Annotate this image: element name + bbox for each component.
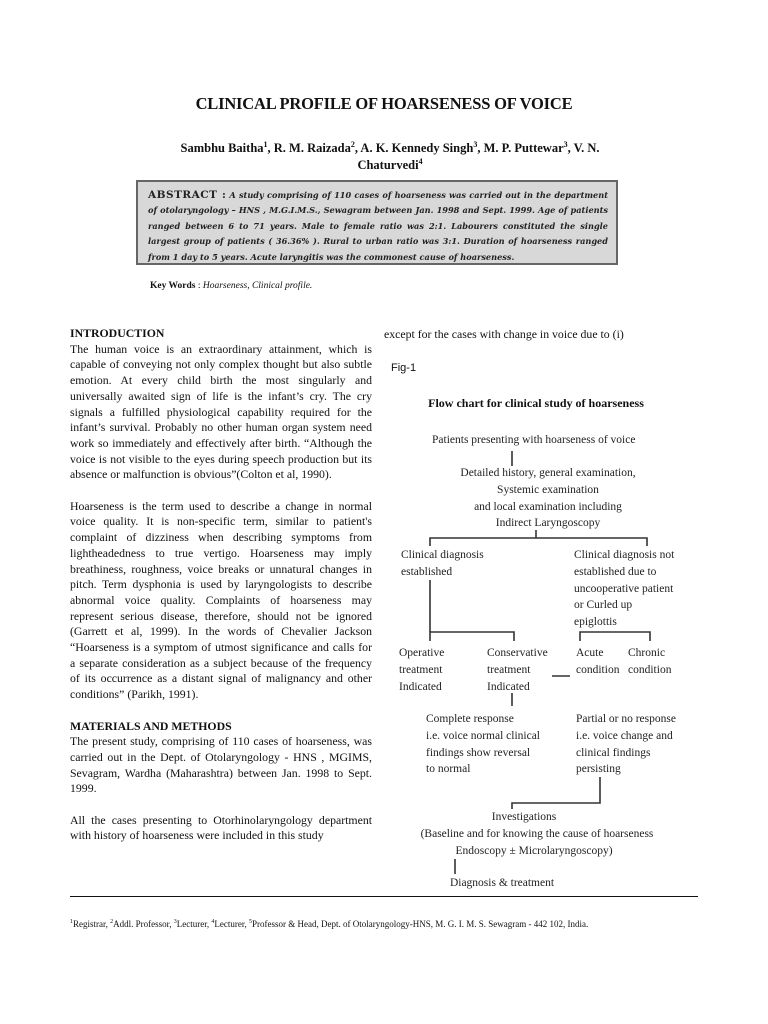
connector [512,777,600,809]
author-name: , A. K. Kennedy Singh [354,141,474,155]
introduction-paragraph-1: The human voice is an extraordinary attainment, which is capable of conveying not only complex thought but also subtle emotion. At every child birth the most singularly and universally awaited sign of life is the infant’s cry. The cry signals a fulfilled physiological capability required for the infant’s survival. Probably no other human organ system need work so immediately and effectively after birth. “Although the voice is not visible to the eyes during speech production but its absence or malfunction is obvious”(Colton et al, 1990). [70,341,372,482]
footnote-mark: 5 [249,919,253,925]
author-affil-mark: 2 [350,139,355,149]
flow-node-complete-response [426,713,540,775]
footnote-text: Registrar, [73,919,111,929]
abstract-label: ABSTRACT : [148,189,227,201]
footnote-mark: 2 [110,919,114,925]
flow-node-line: uncooperative patient [574,583,674,595]
abstract-text: A study comprising of 110 cases of hoarseness was carried out in the department of otolaryngology – HNS , M.G.I.M.S., Sewagram between Jan. 1998 and Sept. 1999. Age of patients ranged between 6 to 71 years. Male to female ratio was 2:1. Labourers constituted the single largest group of patients ( 36.36% ). Rural to urban ratio was 3:1. Duration of hoarseness ranged from 1 day to 5 years. Acute laryngitis was the commonest cause of hoarseness. [148,190,608,262]
footnote-text: Professor & Head, Dept. of Otolaryngology-HNS, M. G. I. M. S. Sewagram - 442 102, India. [252,919,589,929]
flow-node-line: Indicated [399,681,442,693]
introduction-paragraph-2: Hoarseness is the term used to describe a change in normal voice quality. It is non-specific term, similar to patient's complaint of dizziness when describing symptoms from lightheadedness to true vertigo. Hoarseness may imply breathiness, roughness, voice breaks or unnatural changes in pitch. Term dysphonia is used by laryngologists to describe abnormal voice quality. Complaints of hoarseness may represent serious disease, therefore, should not be ignored (Garrett et al, 1999). In the words of Chevalier Jackson “Hoarseness is a symptom of utmost significance and calls for a separate consideration as a subject because of the frequency of its occurrence as a distant signal of malignancy and other conditions” (Parikh, 1991). [70,498,372,702]
flow-node-line: Investigations [491,811,557,823]
flow-node-chronic [628,647,672,676]
flow-node-line: findings show reversal [426,747,531,759]
footnote-mark: 3 [173,919,177,925]
flow-node-line: Indicated [487,681,530,693]
figure-label: Fig-1 [391,362,417,374]
flow-node-line: Partial or no response [576,713,676,725]
paper-title: CLINICAL PROFILE OF HOARSENESS OF VOICE [195,94,573,113]
flow-node-line: Complete response [426,713,514,725]
flow-node-line: epiglottis [574,616,617,628]
flow-node-diagnosis-treatment: Diagnosis & treatment [449,877,555,889]
flow-node-line: or Curled up [574,599,633,611]
footnote-text: Addl. Professor, [113,919,174,929]
flow-node-investigations [421,811,654,857]
keywords-separator: : [195,281,203,291]
flow-node-line: i.e. voice normal clinical [426,730,540,742]
flow-node-line: treatment [487,664,531,676]
flow-node-partial-response [576,713,676,775]
keywords-text: Hoarseness, Clinical profile. [202,281,313,291]
flow-node-operative [399,647,444,693]
flow-node-line: Operative [399,647,445,659]
flow-node-line: clinical findings [576,747,651,759]
author-affil-mark: 1 [263,139,268,149]
flow-node-line: established [401,566,453,578]
footnote-divider [70,896,698,897]
footnote-mark: 1 [70,919,73,925]
flow-node-line: Chronic [628,647,666,659]
author-affil-mark: 3 [563,139,568,149]
right-column-continuation: except for the cases with change in voice due to (i) [384,327,624,341]
keywords-line [150,281,312,291]
footnote-text: Lecturer, [176,919,212,929]
flow-node-line: Systemic examination [497,484,599,496]
flow-node-line: established due to [574,566,657,578]
author-name: , R. M. Raizada [267,141,351,155]
flow-node-line: Conservative [487,647,548,659]
flow-node-line: condition [628,664,672,676]
flow-node-line: Clinical diagnosis not [574,549,675,561]
flow-node-acute [576,647,620,676]
author-affil-mark: 4 [418,156,423,166]
flow-node-conservative [487,647,548,693]
methods-heading: MATERIALS AND METHODS [70,718,232,733]
flow-node-line: persisting [576,763,621,775]
flow-node-line: Detailed history, general examination, [460,467,636,479]
footnote-mark: 4 [211,919,215,925]
author-name: Sambhu Baitha [180,141,264,155]
flow-node-line: Endoscopy ± Microlaryngoscopy) [455,845,613,857]
affiliation-footnote [70,916,680,933]
flowchart-title: Flow chart for clinical study of hoarseness [428,396,644,410]
flow-node-line: Indirect Laryngoscopy [495,517,601,529]
flow-node-line: to normal [426,763,471,775]
methods-paragraph-2: All the cases presenting to Otorhinolaryngology department with history of hoarseness were included in this study [70,812,372,843]
connector [430,538,647,546]
left-column [70,326,372,860]
flow-node-line: i.e. voice change and [576,730,673,742]
flow-node-line: treatment [399,664,443,676]
flow-node-line: and local examination including [474,501,622,513]
flow-node-history [460,467,635,529]
author-name: , M. P. Puttewar [477,141,564,155]
author-list [150,140,630,174]
flow-node-line: (Baseline and for knowing the cause of hoarseness [420,828,654,840]
flow-node-diagnosis-not-established [574,549,675,628]
flow-node-line: Acute [576,647,604,659]
flow-node-line: Clinical diagnosis [401,549,484,561]
methods-paragraph-1: The present study, comprising of 110 cases of hoarseness, was carried out in the Dept. of Otolaryngology - HNS , MGIMS, Sevagram, Wardha (Maharashtra) between Jan. 1998 to Sept. 1999. [70,734,372,796]
introduction-heading: INTRODUCTION [70,326,165,340]
flow-node-patients: Patients presenting with hoarseness of voice [432,434,636,446]
author-affil-mark: 3 [473,139,478,149]
footnote-text: Lecturer, [214,919,250,929]
abstract-box [136,180,618,265]
flow-node-line: condition [576,664,620,676]
author-name: , V. N. Chaturvedi [357,141,600,172]
keywords-label: Key Words [150,281,196,291]
connector [580,632,650,641]
flow-node-diagnosis-established [401,549,484,578]
connector [430,632,514,641]
